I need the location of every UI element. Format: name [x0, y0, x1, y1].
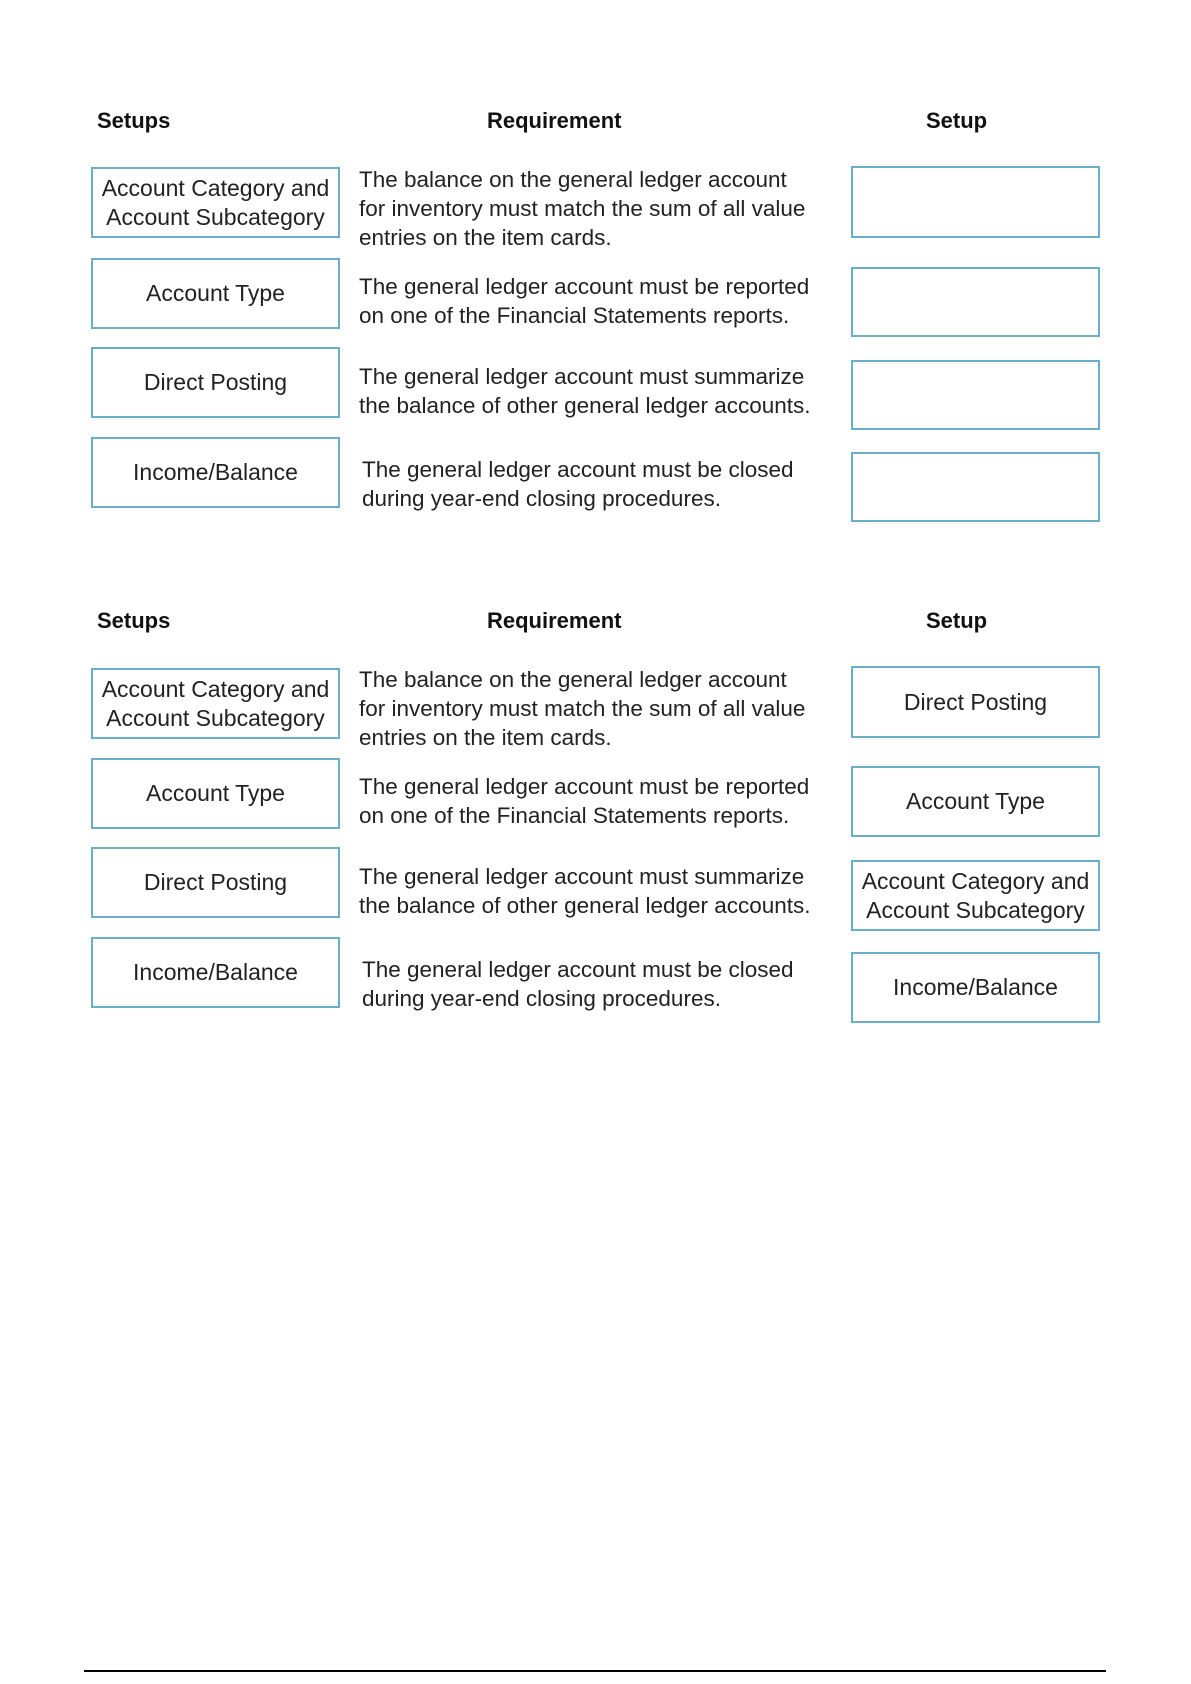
setup-header: Setup: [926, 108, 988, 133]
requirement-text: The general ledger account must be reported on one of the Financial Statements reports.: [359, 774, 810, 828]
setup-option[interactable]: Income/Balance: [91, 437, 340, 508]
answer-section: [0, 500, 1191, 1011]
requirement-text: The general ledger account must be closed during year-end closing procedures.: [362, 457, 794, 511]
setup-option[interactable]: Direct Posting: [91, 347, 340, 418]
answer-drop-target[interactable]: [851, 267, 1100, 337]
requirement-text: The general ledger account must summarize the balance of other general ledger accounts.: [359, 864, 811, 918]
answer-drop-target[interactable]: Account Type: [851, 766, 1100, 837]
setup-option[interactable]: Direct Posting: [91, 847, 340, 918]
question-section: [0, 0, 1191, 511]
requirement-header: Requirement: [487, 608, 622, 633]
requirement-text: The balance on the general ledger account for inventory must match the sum of all value entries on the item cards.: [359, 167, 806, 250]
requirement-text: The balance on the general ledger account for inventory must match the sum of all value entries on the item cards.: [359, 667, 806, 750]
setups-header: Setups: [97, 108, 171, 133]
answer-drop-target[interactable]: [851, 360, 1100, 430]
setup-option[interactable]: Account Category and Account Subcategory: [91, 668, 340, 739]
setup-option[interactable]: Account Type: [91, 258, 340, 329]
answer-drop-target[interactable]: Account Category and Account Subcategory: [851, 860, 1100, 931]
requirement-text: The general ledger account must be closed during year-end closing procedures.: [362, 957, 794, 1011]
answer-drop-target[interactable]: Direct Posting: [851, 666, 1100, 738]
setup-header: Setup: [926, 608, 988, 633]
answer-drop-target[interactable]: [851, 166, 1100, 238]
page-bottom-rule: [84, 1670, 1106, 1672]
setup-option[interactable]: Income/Balance: [91, 937, 340, 1008]
setup-option[interactable]: Account Type: [91, 758, 340, 829]
requirement-header: Requirement: [487, 108, 622, 133]
requirement-text: The general ledger account must summarize the balance of other general ledger accounts.: [359, 364, 811, 418]
answer-drop-target[interactable]: Income/Balance: [851, 952, 1100, 1023]
setups-header: Setups: [97, 608, 171, 633]
setup-option[interactable]: Account Category and Account Subcategory: [91, 167, 340, 238]
requirement-text: The general ledger account must be reported on one of the Financial Statements reports.: [359, 274, 810, 328]
